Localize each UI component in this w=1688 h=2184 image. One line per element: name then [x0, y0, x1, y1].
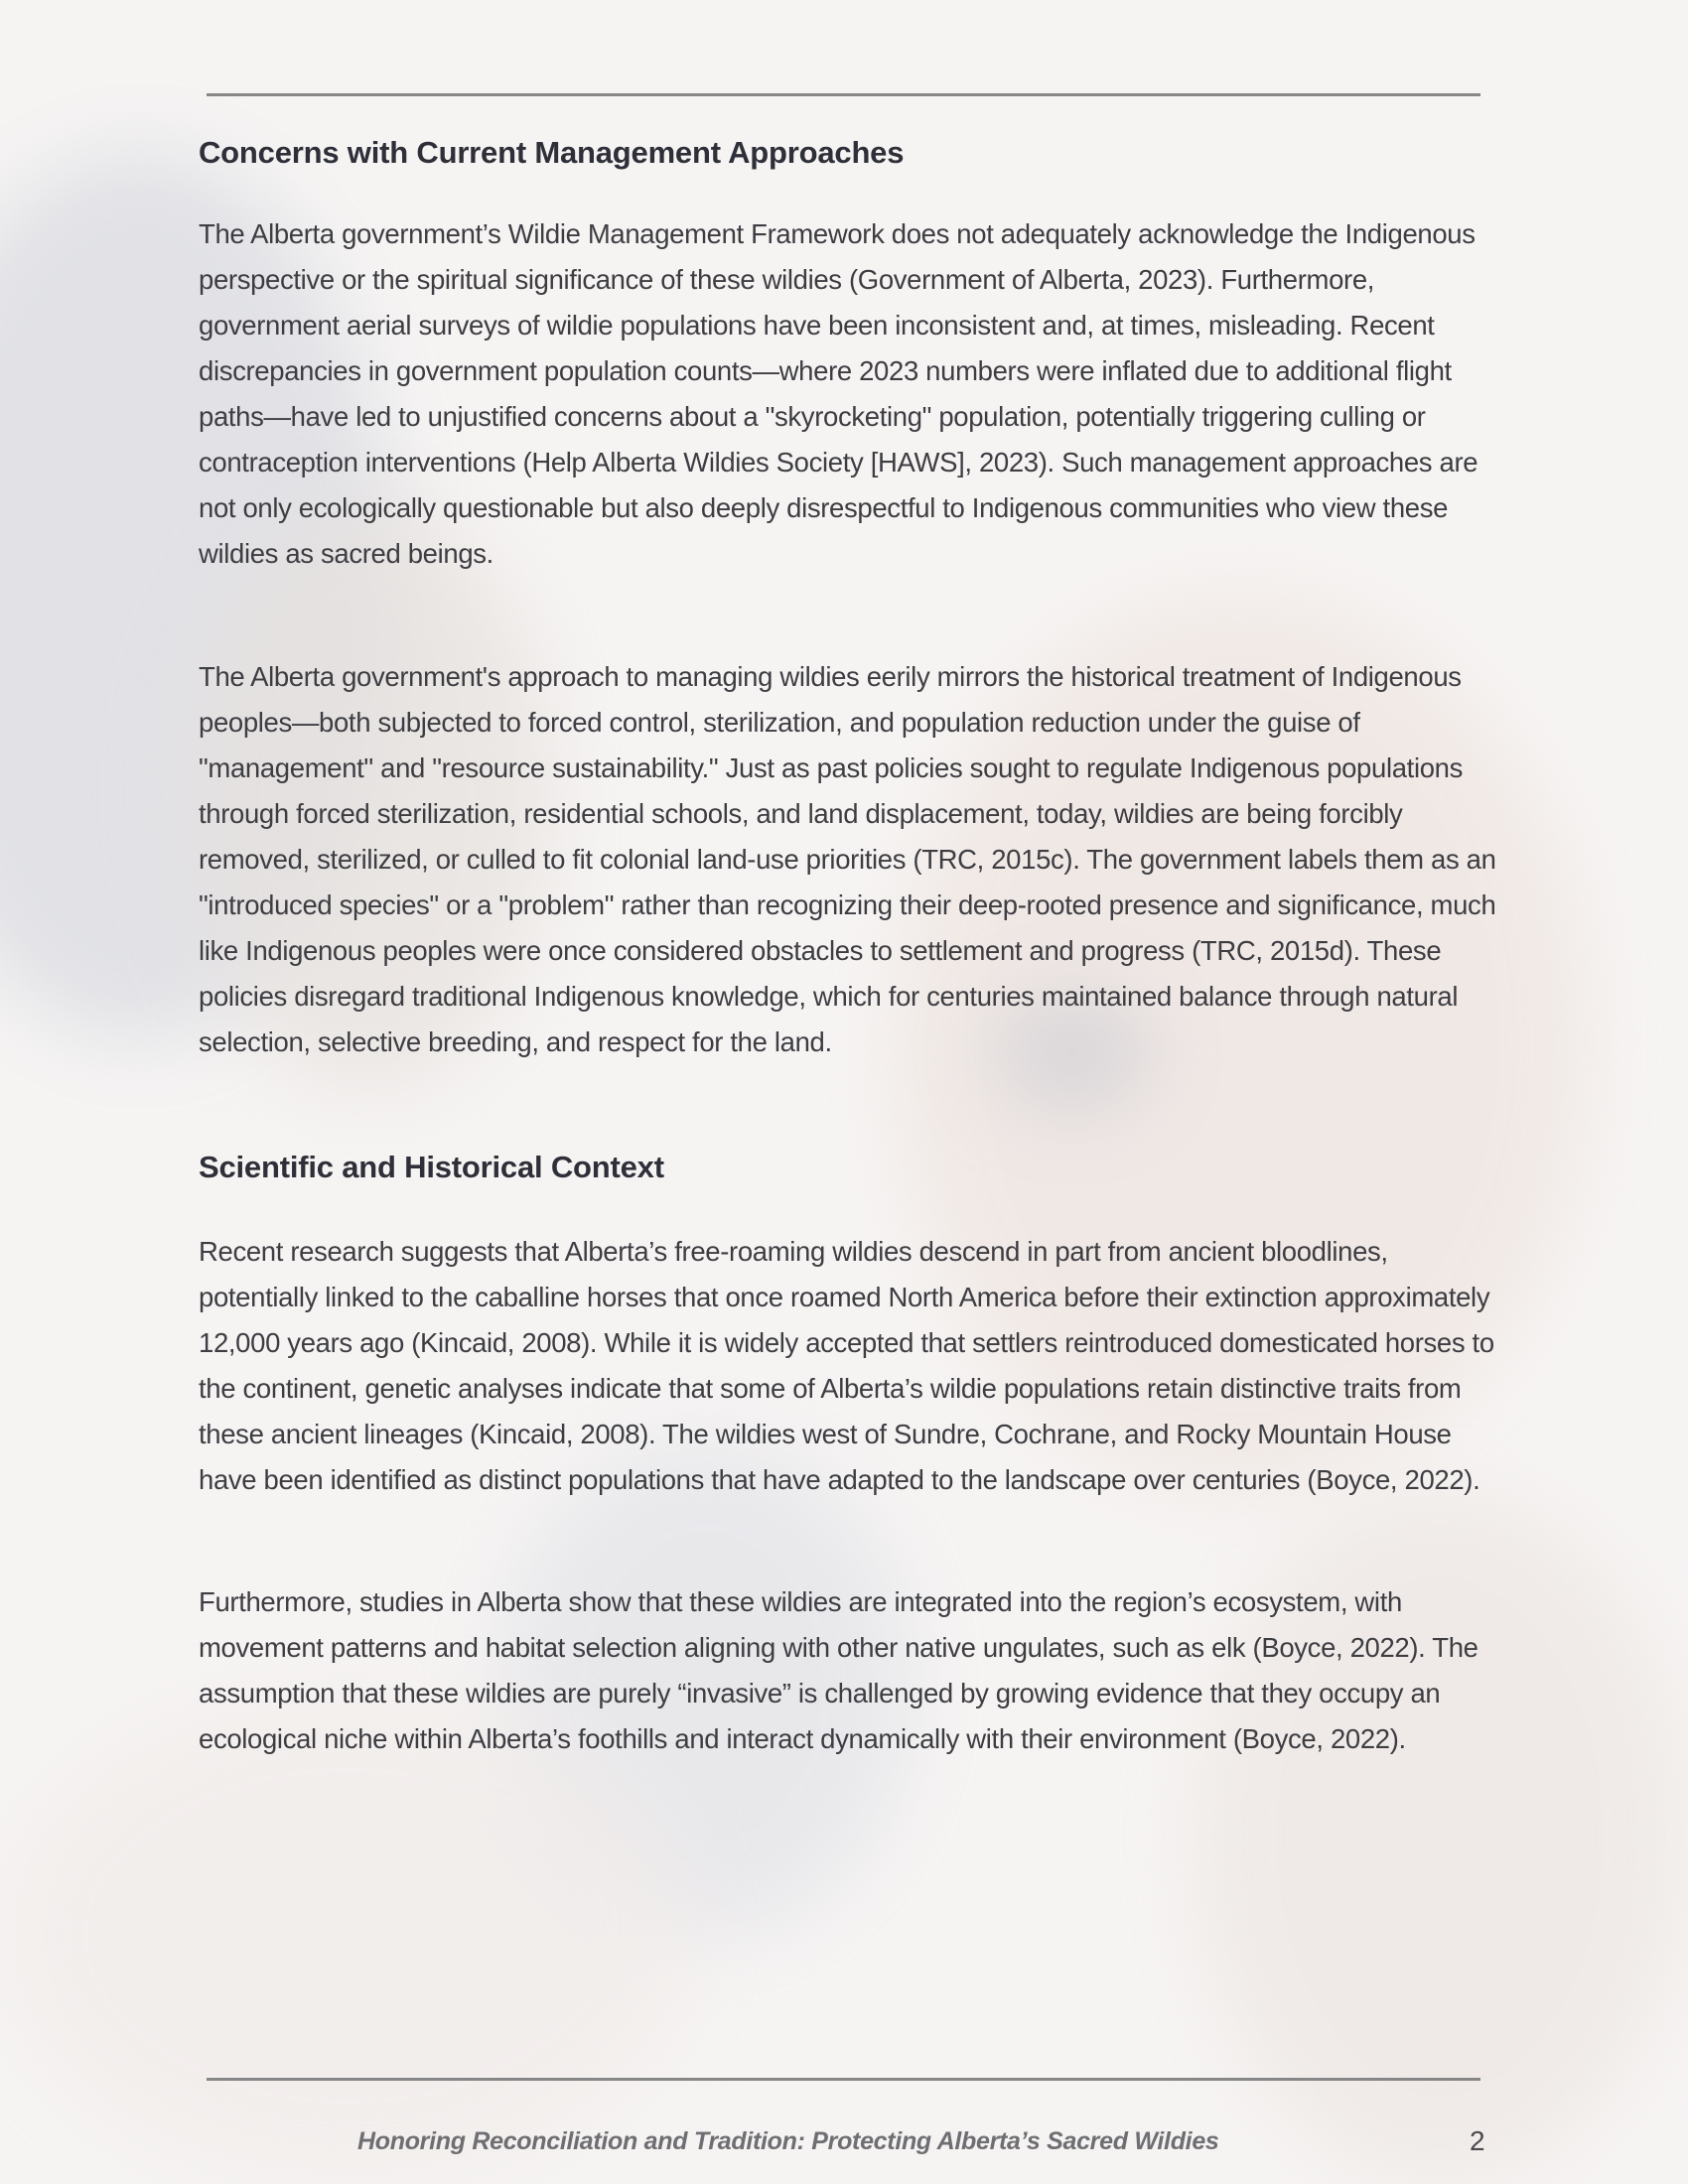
body-paragraph: Furthermore, studies in Alberta show that these wildies are integrated into the region’s ecosystem, with movement patterns and habitat selection aligning with other native ungulates, such as elk (Boyce, 2022). The assumption that these wildies are purely “invasive” is challenged by growing evidence that they occupy an ecological niche within Alberta’s foothills and interact dynamically with their environment (Boyce, 2022).: [199, 1586, 1478, 1754]
section-heading: Concerns with Current Management Approaches: [199, 135, 905, 170]
section-heading: Scientific and Historical Context: [199, 1150, 664, 1184]
top-divider: [207, 93, 1480, 96]
footer-document-title: Honoring Reconciliation and Tradition: Protecting Alberta’s Sacred Wildies: [357, 2127, 1219, 2155]
body-paragraph: The Alberta government's approach to managing wildies eerily mirrors the historical treatment of Indigenous peoples—both subjected to forced control, sterilization, and population reduction under the guise of "management" and "resource sustainability." Just as past policies sought to regulate Indigenous populations through forced sterilization, residential schools, and land displacement, today, wildies are being forcibly removed, sterilized, or culled to fit colonial land-use priorities (TRC, 2015c). The government labels them as an "introduced species" or a "problem" rather than recognizing their deep-rooted presence and significance, much like Indigenous peoples were once considered obstacles to settlement and progress (TRC, 2015d). These policies disregard traditional Indigenous knowledge, which for centuries maintained balance through natural selection, selective breeding, and respect for the land.: [199, 661, 1496, 1057]
body-paragraph: Recent research suggests that Alberta’s free-roaming wildies descend in part from ancient bloodlines, potentially linked to the caballine horses that once roamed North America before their extinction approximately 12,000 years ago (Kincaid, 2008). While it is widely accepted that settlers reintroduced domesticated horses to the continent, genetic analyses indicate that some of Alberta’s wildie populations retain distinctive traits from these ancient lineages (Kincaid, 2008). The wildies west of Sundre, Cochrane, and Rocky Mountain House have been identified as distinct populations that have adapted to the landscape over centuries (Boyce, 2022).: [199, 1236, 1494, 1495]
bottom-divider: [207, 2078, 1480, 2081]
page-number: 2: [1470, 2125, 1485, 2156]
body-paragraph: The Alberta government’s Wildie Management Framework does not adequately acknowledge the Indigenous perspective or the spiritual significance of these wildies (Government of Alberta, 2023). Furthermore, government aerial surveys of wildie populations have been inconsistent and, at times, misleading. Recent discrepancies in government population counts—where 2023 numbers were inflated due to additional flight paths—have led to unjustified concerns about a "skyrocketing" population, potentially triggering culling or contraception interventions (Help Alberta Wildies Society [HAWS], 2023). Such management approaches are not only ecologically questionable but also deeply disrespectful to Indigenous communities who view these wildies as sacred beings.: [199, 218, 1478, 569]
